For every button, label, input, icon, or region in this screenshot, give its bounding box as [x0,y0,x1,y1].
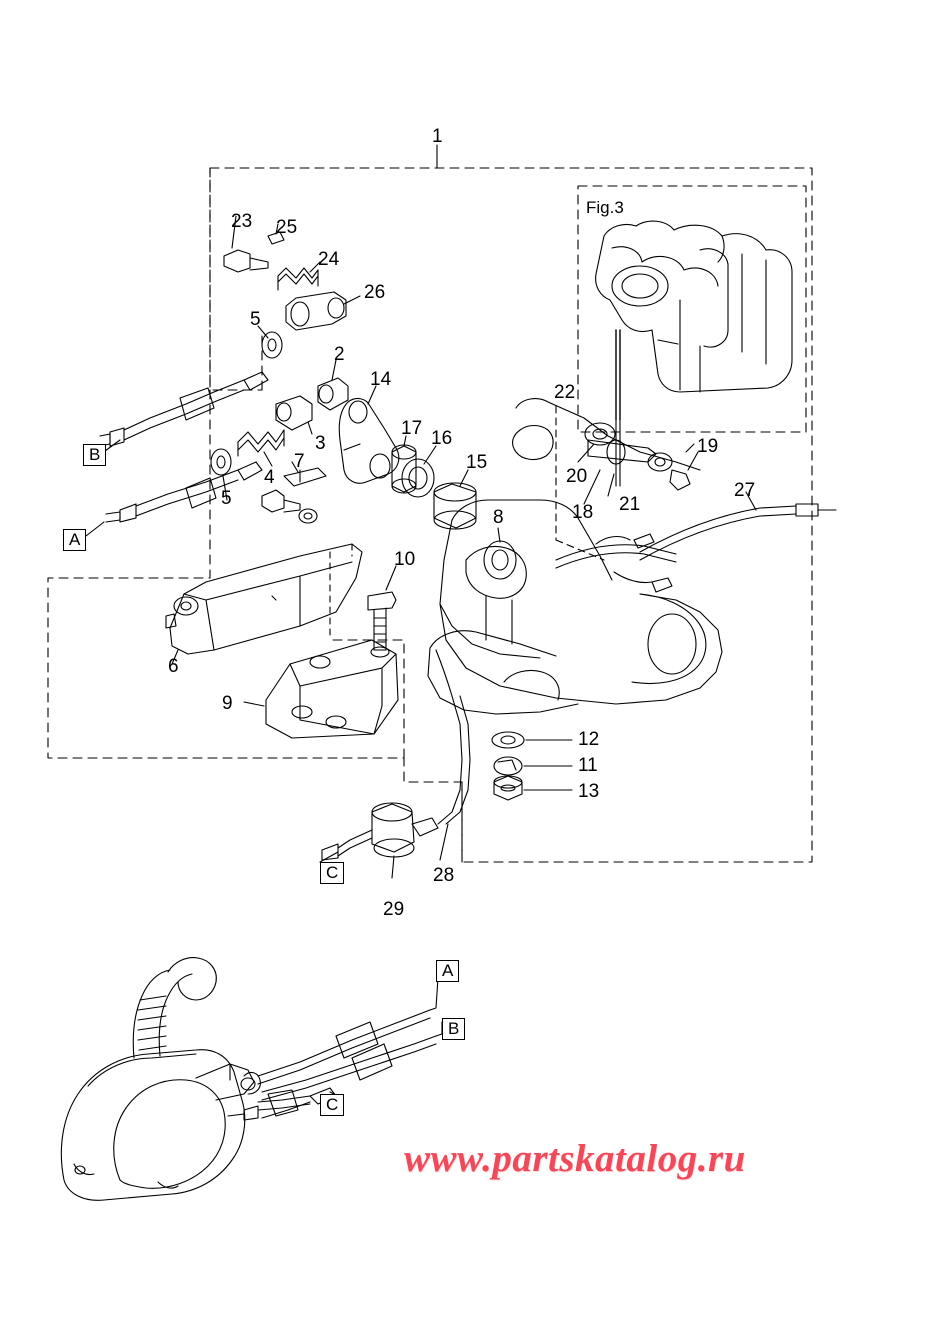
callout-ref-a-lower: A [436,960,459,982]
callout-10: 10 [394,549,416,570]
callout-25: 25 [276,217,298,238]
callout-21: 21 [619,494,641,515]
callout-29: 29 [383,899,405,920]
callout-13: 13 [578,781,600,802]
callout-2: 2 [334,344,345,365]
callout-9: 9 [222,693,233,714]
callout-4: 4 [264,467,275,488]
callout-1: 1 [432,126,443,147]
callout-26: 26 [364,282,386,303]
callout-11: 11 [578,755,598,776]
callout-ref-c-lower: C [320,1094,344,1116]
callout-5-upper: 5 [250,309,261,330]
callout-18: 18 [572,502,594,523]
callout-ref-b-lower: B [442,1018,465,1040]
callout-ref-c-upper: C [320,862,344,884]
callout-8: 8 [493,507,504,528]
callout-17: 17 [401,418,423,439]
callout-20: 20 [566,466,588,487]
callout-3: 3 [315,433,326,454]
site-watermark: www.partskatalog.ru [404,1137,746,1180]
callout-22: 22 [554,382,576,403]
callout-6: 6 [168,656,179,677]
callout-5-lower: 5 [221,488,232,509]
callout-14: 14 [370,369,392,390]
callout-24: 24 [318,249,340,270]
callout-15: 15 [466,452,488,473]
callout-27: 27 [734,480,756,501]
callout-ref-a-upper: A [63,529,86,551]
callout-7: 7 [294,451,305,472]
fig3-label: Fig.3 [586,198,624,217]
callout-23: 23 [231,211,253,232]
callout-16: 16 [431,428,453,449]
callout-12: 12 [578,729,600,750]
callout-19: 19 [697,436,719,457]
callout-28: 28 [433,865,455,886]
callout-ref-b-upper: B [83,444,106,466]
